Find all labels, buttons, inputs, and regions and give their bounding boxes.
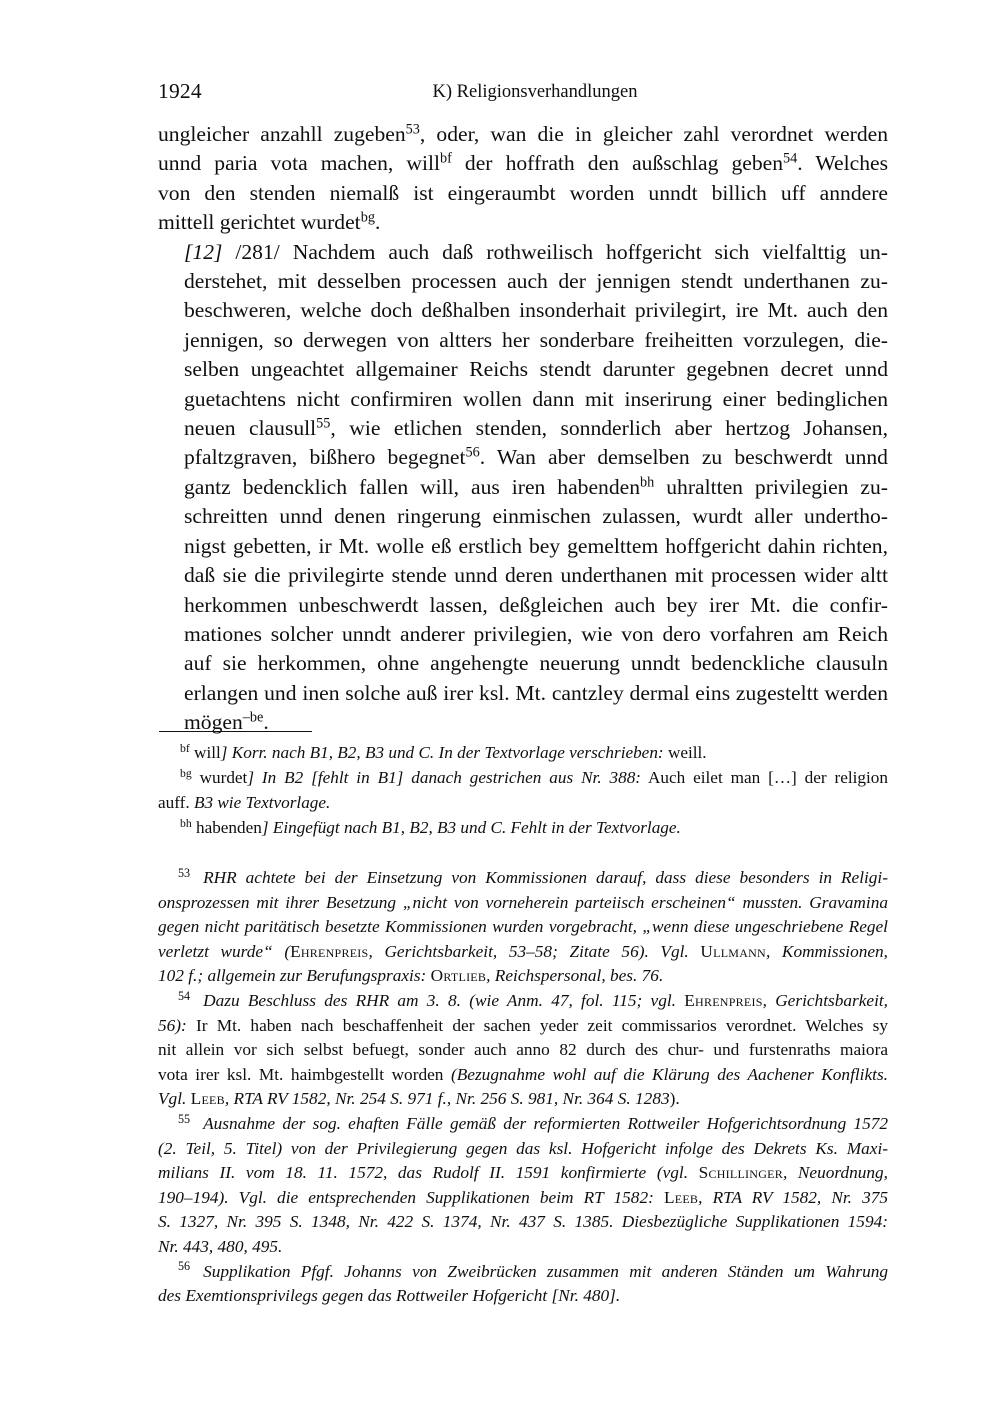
footnote-separator-rule — [159, 731, 312, 732]
italic-text: ] Eingefügt nach B1, B2, B3 und C. Fehlt in der Textvorlage. — [261, 818, 681, 837]
text-run: neuen clausull — [184, 416, 317, 441]
footnote-line — [158, 866, 888, 891]
roman-text: vota irer ksl. Mt. haimbgestellt worden — [158, 1064, 451, 1084]
text-line — [158, 473, 888, 502]
footnotes-block — [158, 866, 888, 1309]
italic-text: ] In B2 [fehlt in B1] danach gestrichen aus Nr. 388: — [247, 768, 642, 787]
footnote-line — [158, 1186, 888, 1211]
small-caps-name: Ortlieb — [430, 966, 487, 986]
text-run: mationes solcher unndt anderer privilegien, wie von dero vorfahren am Reich — [184, 621, 888, 646]
footnote-line — [158, 915, 888, 940]
text-run: onsprozessen mit ihrer Besetzung „nicht von vorneherein parteiisch erscheinen“ mussten. Gravamina — [158, 892, 888, 912]
footnote-reference: 53 — [405, 121, 420, 138]
footnote-reference: 56 — [465, 445, 480, 462]
paragraph-para-continued — [158, 120, 888, 238]
main-text-block — [158, 120, 888, 738]
apparatus-line — [158, 765, 888, 790]
text-line — [158, 414, 888, 443]
text-line — [158, 355, 888, 384]
footnote-line — [158, 1087, 888, 1112]
footnote-line — [158, 891, 888, 916]
text-run: Nr. 443, 480, 495. — [158, 1236, 283, 1256]
text-run: RHR achtete bei der Einsetzung von Kommissionen darauf, dass diese besonders in Religi- — [203, 868, 888, 887]
text-run: , wie etlichen stenden, sonnderlich aber hertzog Johansen, — [330, 416, 888, 441]
text-run: . — [374, 210, 381, 235]
small-caps-name: Schillinger — [698, 1163, 783, 1183]
text-run: , RTA RV 1582, Nr. 375 — [698, 1187, 889, 1207]
apparatus-sigil-reference: bf — [439, 151, 452, 167]
apparatus-sigil: bh — [180, 817, 192, 831]
footnote-number: 53 — [178, 865, 191, 880]
text-line — [158, 296, 888, 325]
text-run: , oder, wan die in gleicher zahl verordnet werden — [419, 122, 888, 146]
footnote-54 — [158, 989, 888, 1112]
apparatus-line — [158, 815, 888, 840]
text-run: (2. Teil, 5. Titel) von der Privilegierung gegen das ksl. Hofgericht infolge des Dekrets Ks. Maxi- — [158, 1138, 888, 1158]
text-line — [158, 179, 888, 208]
text-run: . Wan aber demselben zu beschwerdt unnd — [479, 445, 888, 470]
text-run: , Reichspersonal, bes. 76. — [486, 966, 664, 986]
text-run: von den stenden niemalß ist eingeraumbt worden unndt billich uff anndere — [158, 180, 888, 205]
text-line — [158, 561, 888, 590]
text-line — [158, 120, 888, 149]
footnote-53 — [158, 866, 888, 989]
footnote-reference: 54 — [783, 151, 798, 167]
text-line — [158, 267, 888, 296]
small-caps-name: Leeb — [663, 1187, 699, 1207]
text-run: derstehet, mit desselben processen auch der jennigen stendt underthanen zu- — [184, 269, 888, 294]
footnote-line — [158, 1137, 888, 1162]
text-run: Supplikation Pfgf. Johanns von Zweibrücken zusammen mit anderen Ständen um Wahrung — [203, 1261, 888, 1281]
text-run: erlangen und inen solche auß irer ksl. Mt. cantzley dermal eins zugesteltt werden — [184, 680, 888, 705]
text-run: 102 f.; allgemein zur Berufungspraxis: — [158, 966, 431, 986]
footnote-line — [158, 1260, 888, 1285]
apparatus-sigil-reference: bh — [640, 474, 655, 491]
footnote-number: 55 — [178, 1111, 191, 1126]
apparatus-sigil: bf — [180, 742, 190, 756]
footnote-line — [158, 1284, 888, 1309]
text-run: jennigen, so derwegen von altters her sonderbare freiheitten vorzulegen, die- — [184, 327, 888, 352]
text-line — [158, 679, 888, 708]
text-line — [158, 591, 888, 620]
text-run: herkommen unbeschwerdt lassen, deßgleichen auch bey irer Mt. die confir- — [184, 592, 888, 617]
footnote-55 — [158, 1112, 888, 1260]
text-run: des Exemtionsprivilegs gegen das Rottweiler Hofgericht [Nr. 480]. — [158, 1286, 621, 1306]
text-run: /281/ Nachdem auch daß rothweilisch hoffgericht sich vielfalttig un- — [222, 239, 888, 264]
text-line — [158, 149, 888, 178]
italic-text: 56): — [158, 1015, 197, 1035]
footnote-line — [158, 964, 888, 989]
apparatus-entry-bg — [158, 765, 888, 815]
italic-text: (Bezugnahme wohl auf die Klärung des Aachener Konflikts. — [450, 1064, 888, 1084]
text-run: , Kommissionen, — [765, 941, 889, 961]
text-run: . Welches — [797, 151, 888, 176]
running-head — [158, 78, 886, 104]
italic-text: Vgl. — [158, 1089, 191, 1109]
critical-apparatus-block — [158, 740, 888, 840]
footnote-line — [158, 989, 888, 1014]
text-run: mögen — [184, 710, 243, 735]
italic-text: B3 wie Textvorlage. — [193, 793, 331, 812]
text-run: guetachtens nicht confirmiren wollen dann mit inserirung einer bedinglichen — [184, 386, 888, 411]
text-line — [158, 443, 888, 472]
footnote-line — [158, 1063, 888, 1088]
footnote-line — [158, 1112, 888, 1137]
footnote-number: 54 — [178, 988, 191, 1003]
text-run: , RTA RV 1582, Nr. 254 S. 971 f., Nr. 256 S. 981, Nr. 364 S. 1283 — [224, 1089, 670, 1109]
roman-text: Ir Mt. haben nach beschaffenheit der sachen yeder zeit commissarios verordnet. Welches sy — [196, 1015, 888, 1035]
text-run: ungleicher anzahll zugeben — [158, 122, 406, 146]
text-line — [158, 385, 888, 414]
text-run: nigst gebetten, ir Mt. wolle eß erstlich bey gemelttem hoffgericht dahin richten, — [184, 533, 888, 558]
text-run: mittell gerichtet wurdet — [158, 210, 361, 235]
text-run: uhraltten privilegien zu- — [654, 474, 888, 499]
footnote-line — [158, 940, 888, 965]
roman-text: nit allein vor sich selbst befuegt, sonder auch anno 82 durch des chur- und furstenraths maiora — [158, 1040, 888, 1060]
roman-text: Auch eilet man […] der religion — [641, 768, 888, 787]
text-run: auf sie herkommen, ohne angehengte neuerung unndt bedenckliche clausuln — [184, 651, 888, 676]
footnote-line — [158, 1038, 888, 1063]
footnote-line — [158, 1014, 888, 1039]
text-run: pfaltzgraven, bißhero begegnet — [184, 445, 466, 470]
apparatus-entry-bf — [158, 740, 888, 765]
text-run: . — [263, 710, 269, 735]
text-line — [158, 502, 888, 531]
roman-text: will — [189, 743, 221, 762]
apparatus-sigil-reference: bg — [360, 209, 375, 226]
text-run: selben ungeachtet allgemainer Reichs stendt darunter gegebnen decret unnd — [184, 357, 888, 382]
text-run: beschweren, welche doch deßhalben insonderhait privilegirt, ire Mt. auch den — [184, 298, 888, 323]
roman-text: weill. — [663, 743, 707, 762]
paragraph-para-12 — [158, 238, 888, 738]
running-title: K) Religionsverhandlungen — [432, 82, 638, 102]
small-caps-name: Ullmann — [700, 941, 766, 961]
text-line — [158, 326, 888, 355]
text-run: , Neuordnung, — [782, 1163, 888, 1183]
footnote-line — [158, 1235, 888, 1260]
italic-text: [12] — [184, 239, 223, 264]
apparatus-entry-bh — [158, 815, 888, 840]
text-run: Dazu Beschluss des RHR am 3. 8. (wie Anm. 47, fol. 115; vgl. — [203, 990, 685, 1010]
text-run: verletzt wurde“ ( — [158, 941, 291, 961]
roman-text: ). — [669, 1089, 680, 1109]
text-run: schreitten unnd denen ringerung einmischen zulassen, wurdt aller undertho- — [184, 504, 888, 529]
small-caps-name: Ehrenpreis — [684, 990, 763, 1010]
small-caps-name: Leeb — [190, 1089, 225, 1109]
text-run: , Gerichtsbarkeit, — [762, 990, 888, 1010]
text-line — [158, 208, 888, 237]
text-line — [158, 238, 888, 267]
text-run: , Gerichtsbarkeit, 53–58; Zitate 56). Vgl. — [368, 941, 701, 961]
page-number: 1924 — [158, 79, 202, 103]
roman-text: habenden — [191, 818, 262, 837]
small-caps-name: Ehrenpreis — [290, 941, 369, 961]
text-run: gantz bedencklich fallen will, aus iren habenden — [184, 474, 641, 499]
text-run: milians II. vom 18. 11. 1572, das Rudolf II. 1591 konfirmierte (vgl. — [158, 1163, 699, 1183]
text-run: Ausnahme der sog. ehaften Fälle gemäß der reformierten Rottweiler Hofgerichtsordnung 1572 — [203, 1113, 888, 1133]
roman-text: auff. — [158, 793, 194, 812]
apparatus-sigil-reference: –be — [242, 709, 264, 726]
apparatus-line — [158, 740, 888, 765]
footnote-line — [158, 1210, 888, 1235]
text-run: gegen nicht paritätisch besetzte Kommissionen wurden vorgebracht, „wenn diese ungeschriebene Regel — [158, 917, 888, 937]
text-run: der hoffrath den außschlag geben — [451, 151, 784, 176]
footnote-56 — [158, 1260, 888, 1309]
footnote-reference: 55 — [316, 415, 331, 432]
text-line — [158, 532, 888, 561]
italic-text: ] Korr. nach B1, B2, B3 und C. In der Textvorlage verschrieben: — [220, 743, 664, 762]
apparatus-sigil: bg — [180, 767, 192, 781]
footnote-number: 56 — [178, 1259, 191, 1274]
text-line — [158, 620, 888, 649]
text-line — [158, 708, 888, 737]
roman-text: wurdet — [191, 768, 248, 787]
text-run: unnd paria vota machen, will — [158, 151, 440, 176]
text-run: 190–194). Vgl. die entsprechenden Supplikationen beim RT 1582: — [158, 1187, 664, 1207]
text-line — [158, 649, 888, 678]
text-run: daß sie die privilegirte stende unnd deren underthanen mit processen wider altt — [184, 563, 888, 588]
footnote-line — [158, 1161, 888, 1186]
apparatus-line — [158, 790, 888, 815]
text-run: S. 1327, Nr. 395 S. 1348, Nr. 422 S. 1374, Nr. 437 S. 1385. Diesbezügliche Supplikationen 1594: — [158, 1212, 888, 1232]
